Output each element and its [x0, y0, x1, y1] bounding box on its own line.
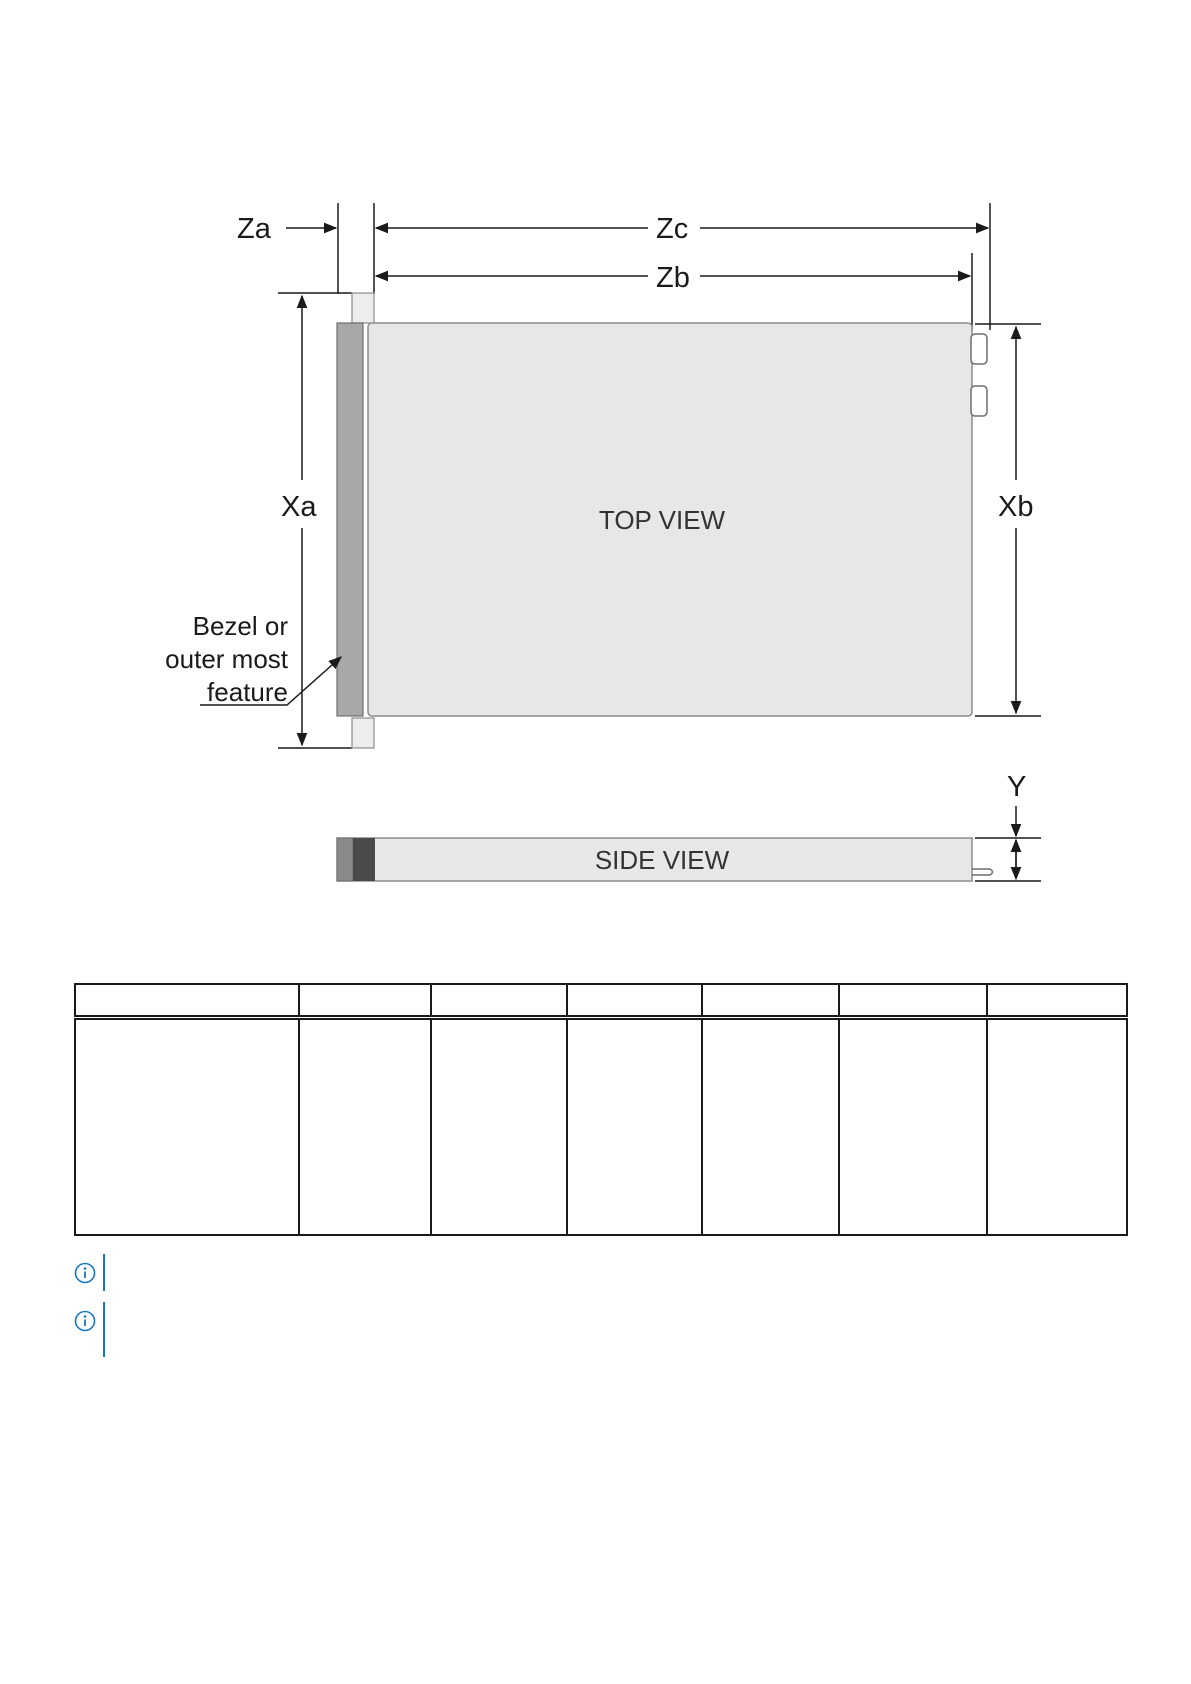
table-cell: [75, 1018, 299, 1236]
zb-label: Zb: [656, 262, 690, 294]
rear-handle-upper: [971, 334, 987, 364]
bezel-callout-line3: feature: [207, 677, 288, 707]
header-cell: [75, 984, 299, 1018]
header-cell: [987, 984, 1127, 1018]
bezel-callout-line1: Bezel or: [192, 611, 288, 641]
side-view-bezel: [337, 838, 353, 881]
header-cell: [567, 984, 702, 1018]
rear-handle-lower: [971, 386, 987, 416]
y-label: Y: [1007, 771, 1027, 803]
side-view-front-panel: [353, 838, 375, 881]
top-view-label: TOP VIEW: [598, 505, 726, 535]
bezel-callout-line2: outer most: [165, 644, 288, 674]
note-divider: [103, 1254, 105, 1291]
rack-ear-top: [352, 293, 374, 323]
side-view-label: SIDE VIEW: [594, 845, 730, 875]
xa-label: Xa: [281, 491, 317, 523]
table-cell: [431, 1018, 567, 1236]
side-view-rear-handle: [972, 869, 993, 875]
info-icon: [74, 1310, 96, 1332]
rack-ear-bottom: [352, 718, 374, 748]
table-cell: [299, 1018, 431, 1236]
table-cell: [987, 1018, 1127, 1236]
table-cell: [567, 1018, 702, 1236]
header-cell: [702, 984, 839, 1018]
header-cell: [839, 984, 987, 1018]
table-row: [75, 1018, 1127, 1236]
table-cell: [702, 1018, 839, 1236]
note-divider: [103, 1302, 105, 1357]
zc-label: Zc: [656, 213, 689, 245]
za-label: Za: [237, 213, 271, 245]
header-cell: [431, 984, 567, 1018]
table-header-row: [75, 984, 1127, 1018]
header-cell: [299, 984, 431, 1018]
dimensions-table: [74, 983, 1128, 1236]
xb-label: Xb: [998, 491, 1034, 523]
info-icon: [74, 1262, 96, 1284]
table-cell: [839, 1018, 987, 1236]
